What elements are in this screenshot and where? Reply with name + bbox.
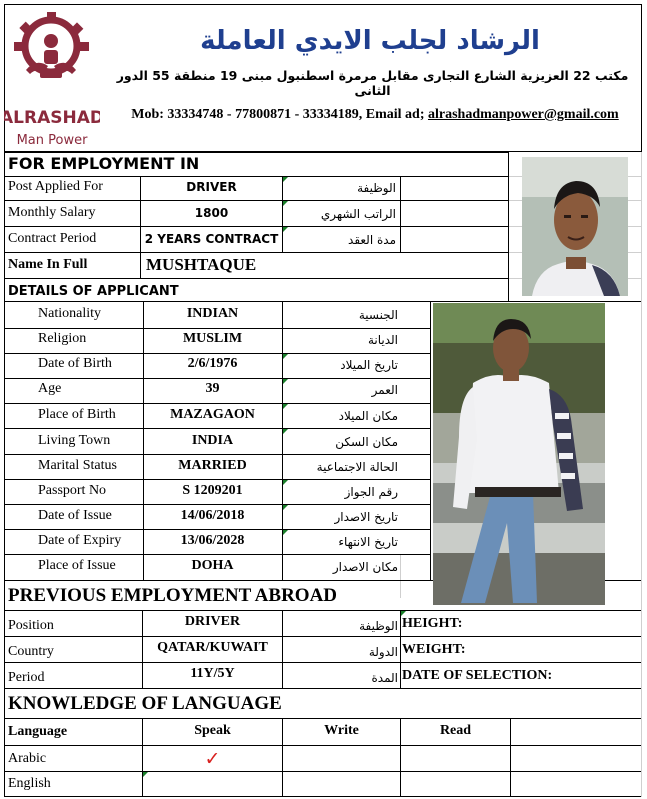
dob-label-ar: تاريخ الميلاد (340, 358, 398, 372)
company-logo (4, 4, 100, 150)
issue-place-label-ar: مكان الاصدار (332, 560, 398, 574)
prev-period-label-ar: المدة (371, 671, 398, 685)
passport-label-ar: رقم الجواز (344, 485, 398, 499)
dob-value: 2/6/1976 (187, 356, 238, 371)
passport-label: Passport No (38, 483, 107, 498)
logo-text: ALRASHAD (4, 108, 100, 128)
passport-value: S 1209201 (182, 483, 243, 498)
salary-label-ar: الراتب الشهري (320, 207, 396, 221)
birthplace-label-ar: مكان الميلاد (338, 409, 398, 423)
previous-employment-title: PREVIOUS EMPLOYMENT ABROAD (8, 585, 338, 606)
prev-period-value: 11Y/5Y (190, 666, 235, 681)
living-town-label: Living Town (38, 433, 111, 448)
prev-country-value: QATAR/KUWAIT (157, 640, 268, 655)
weight-label: WEIGHT: (402, 642, 466, 657)
applicant-full-body-photo (433, 303, 605, 605)
salary-label: Monthly Salary (8, 205, 96, 220)
post-label: Post Applied For (8, 179, 103, 194)
company-address: مكتب 22 العزيزية الشارع التجارى مقابل مرمرة اسطنبول مبنى 19 منطقة 55 الدور الثانى (116, 68, 629, 98)
name-label: Name In Full (8, 257, 88, 272)
expiry-date-label: Date of Expiry (38, 533, 122, 548)
prev-country-label: Country (8, 644, 54, 659)
birthplace-value: MAZAGAON (170, 407, 255, 422)
religion-label-ar: الديانة (367, 333, 398, 347)
prev-period-label: Period (8, 670, 45, 685)
religion-value: MUSLIM (182, 331, 243, 346)
employment-section-title: FOR EMPLOYMENT IN (8, 154, 200, 173)
speak-header: Speak (194, 723, 231, 738)
post-value: DRIVER (186, 180, 237, 194)
contact-phones: Mob: 33334748 - 77800871 - 33334189, Email ad; (131, 107, 428, 122)
write-header: Write (324, 723, 359, 738)
language-arabic: Arabic (8, 751, 47, 766)
logo-subtext: Man Power (16, 133, 88, 148)
dob-label: Date of Birth (38, 356, 112, 371)
living-town-label-ar: مكان السكن (335, 435, 398, 449)
contract-label-ar: مدة العقد (348, 233, 396, 247)
issue-date-label: Date of Issue (38, 508, 112, 523)
age-value: 39 (205, 381, 220, 396)
marital-label: Marital Status (38, 458, 117, 473)
issue-date-value: 14/06/2018 (180, 508, 245, 523)
prev-position-value: DRIVER (184, 614, 241, 629)
living-town-value: INDIA (191, 433, 234, 448)
contact-line (110, 107, 640, 123)
language-header: Language (8, 724, 68, 739)
issue-date-label-ar: تاريخ الاصدار (334, 510, 398, 524)
contact-email[interactable]: alrashadmanpower@gmail.com (427, 107, 619, 122)
age-label-ar: العمر (371, 383, 398, 397)
marital-value: MARRIED (178, 458, 247, 473)
expiry-date-label-ar: تاريخ الانتهاء (338, 535, 398, 549)
language-section-title: KNOWLEDGE OF LANGUAGE (8, 693, 282, 714)
nationality-value: INDIAN (186, 306, 239, 321)
prev-country-label-ar: الدولة (368, 645, 398, 659)
contract-value: 2 YEARS CONTRACT (144, 232, 279, 246)
religion-label: Religion (38, 331, 87, 346)
contract-label: Contract Period (8, 231, 97, 246)
prev-position-label: Position (8, 618, 54, 633)
prev-position-label-ar: الوظيفة (359, 619, 398, 633)
salary-value: 1800 (194, 206, 229, 220)
applicant-portrait-photo (522, 157, 628, 296)
age-label: Age (38, 381, 62, 396)
language-english: English (8, 776, 51, 791)
name-value: MUSHTAQUE (146, 255, 257, 274)
read-header: Read (439, 723, 472, 738)
expiry-date-value: 13/06/2028 (180, 533, 245, 548)
applicant-section-title: DETAILS OF APPLICANT (8, 284, 179, 299)
selection-date-label: DATE OF SELECTION: (402, 668, 553, 683)
post-label-ar: الوظيفة (357, 181, 396, 195)
height-label: HEIGHT: (402, 616, 463, 631)
issue-place-label: Place of Issue (38, 558, 116, 573)
arabic-speak-check: ✓ (204, 748, 221, 770)
birthplace-label: Place of Birth (38, 407, 116, 422)
company-title-arabic: الرشاد لجلب الايدي العاملة (200, 26, 540, 56)
nationality-label-ar: الجنسية (358, 308, 398, 322)
issue-place-value: DOHA (191, 558, 234, 573)
nationality-label: Nationality (38, 306, 101, 321)
marital-label-ar: الحالة الاجتماعية (316, 460, 398, 474)
